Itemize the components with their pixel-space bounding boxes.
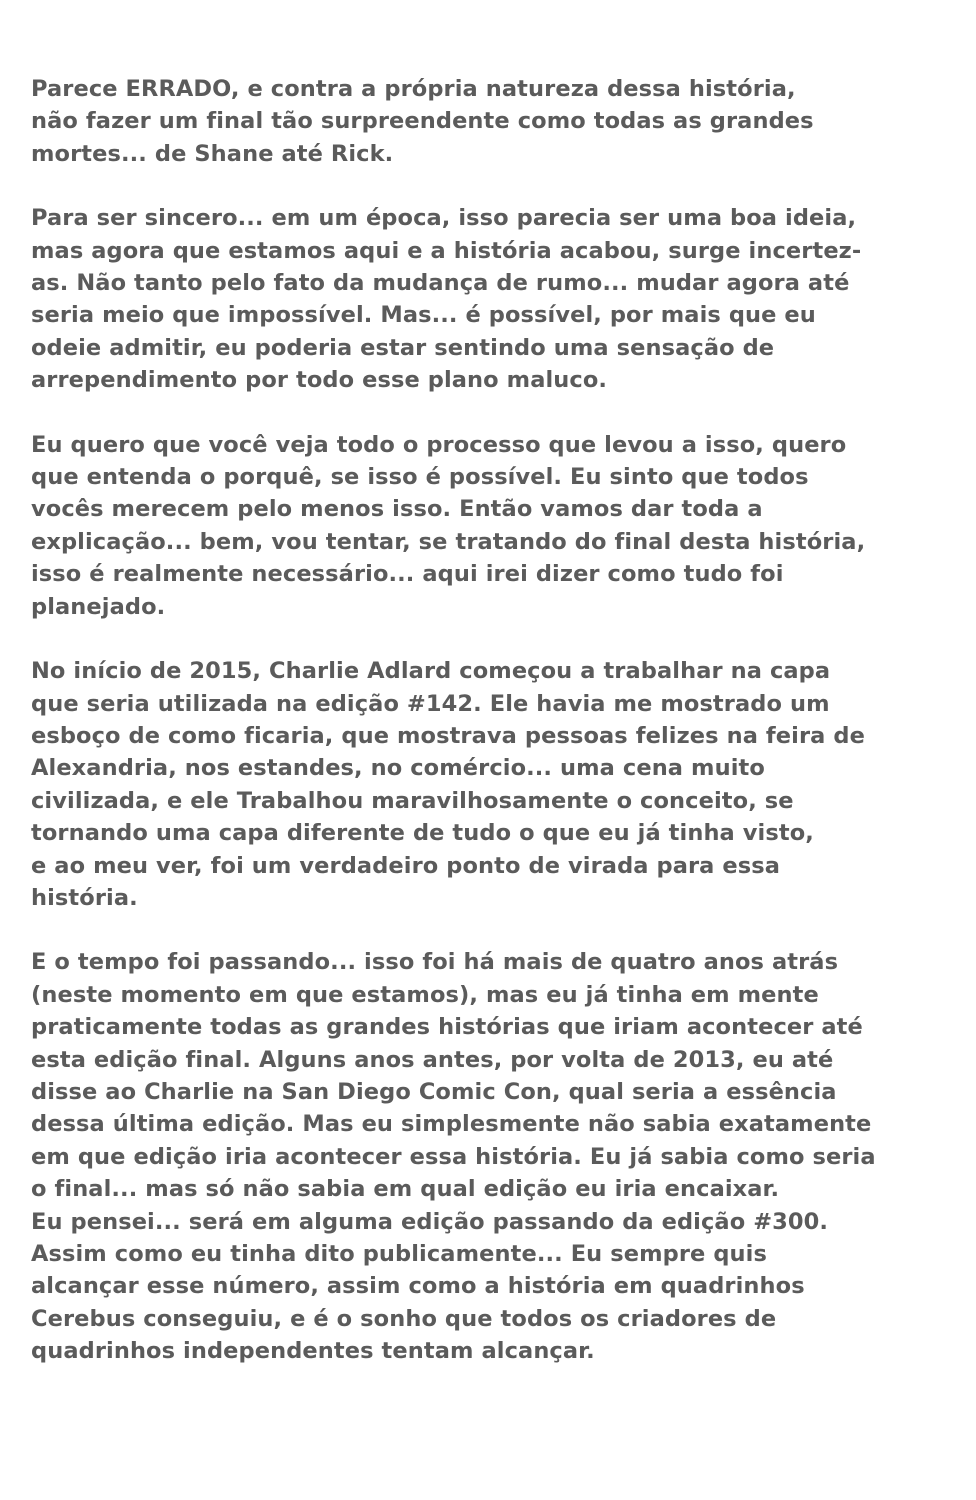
text-line: Cerebus conseguiu, e é o sonho que todos os criadores de	[31, 1305, 777, 1332]
text-line: alcançar esse número, assim como a história em quadrinhos	[31, 1273, 805, 1300]
text-line: vocês merecem pelo menos isso. Então vamos dar toda a	[31, 496, 763, 523]
text-line: civilizada, e ele Trabalhou maravilhosamente o conceito, se	[31, 787, 794, 814]
text-line: seria meio que impossível. Mas... é possível, por mais que eu	[31, 302, 816, 329]
text-line: No início de 2015, Charlie Adlard começou a trabalhar na capa	[31, 658, 831, 685]
text-line: praticamente todas as grandes histórias que iriam acontecer até	[31, 1014, 863, 1041]
text-line: não fazer um final tão surpreendente como todas as grandes	[31, 108, 814, 135]
text-line: E o tempo foi passando... isso foi há mais de quatro anos atrás	[31, 949, 839, 976]
text-line: que seria utilizada na edição #142. Ele havia me mostrado um	[31, 690, 830, 717]
text-line: odeie admitir, eu poderia estar sentindo uma sensação de	[31, 334, 775, 361]
document-body	[31, 73, 961, 1400]
text-line: Eu quero que você veja todo o processo que levou a isso, quero	[31, 431, 847, 458]
text-line: esboço de como ficaria, que mostrava pessoas felizes na feira de	[31, 722, 865, 749]
text-line: isso é realmente necessário... aqui irei dizer como tudo foi	[31, 561, 784, 588]
text-line: tornando uma capa diferente de tudo o que eu já tinha visto,	[31, 820, 814, 847]
text-line: e ao meu ver, foi um verdadeiro ponto de virada para essa	[31, 852, 781, 879]
text-line: mas agora que estamos aqui e a história acabou, surge incertez-	[31, 237, 862, 264]
text-line: dessa última edição. Mas eu simplesmente não sabia exatamente	[31, 1111, 872, 1138]
paragraph-2	[31, 202, 961, 396]
text-line: que entenda o porquê, se isso é possível. Eu sinto que todos	[31, 464, 809, 491]
text-line: Para ser sincero... em um época, isso parecia ser uma boa ideia,	[31, 205, 857, 232]
text-line: em que edição iria acontecer essa história. Eu já sabia como seria	[31, 1143, 876, 1170]
paragraph-4	[31, 655, 961, 914]
text-line: história.	[31, 884, 138, 911]
text-line: o final... mas só não sabia em qual edição eu iria encaixar.	[31, 1176, 780, 1203]
text-line: Assim como eu tinha dito publicamente... Eu sempre quis	[31, 1241, 767, 1267]
text-line: Parece ERRADO, e contra a própria natureza dessa história,	[31, 76, 796, 102]
text-line: Alexandria, nos estandes, no comércio... uma cena muito	[31, 755, 765, 782]
text-line: Eu pensei... será em alguma edição passando da edição #300.	[31, 1208, 829, 1235]
text-line: as. Não tanto pelo fato da mudança de rumo... mudar agora até	[31, 270, 850, 297]
paragraph-1	[31, 73, 961, 170]
paragraph-3	[31, 429, 961, 623]
text-line: esta edição final. Alguns anos antes, por volta de 2013, eu até	[31, 1046, 834, 1073]
text-line: quadrinhos independentes tentam alcançar.	[31, 1338, 595, 1365]
text-line: (neste momento em que estamos), mas eu já tinha em mente	[31, 981, 819, 1008]
text-line: planejado.	[31, 593, 166, 620]
text-line: mortes... de Shane até Rick.	[31, 140, 394, 167]
text-line: explicação... bem, vou tentar, se tratando do final desta história,	[31, 528, 866, 555]
text-line: arrependimento por todo esse plano maluco.	[31, 367, 608, 394]
text-line: disse ao Charlie na San Diego Comic Con, qual seria a essência	[31, 1078, 837, 1105]
paragraph-5	[31, 946, 961, 1367]
